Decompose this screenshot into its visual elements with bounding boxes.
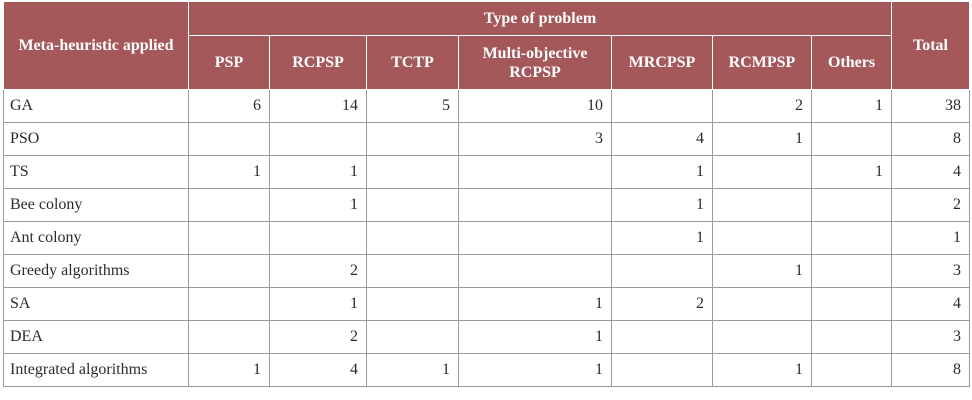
table-cell (612, 321, 713, 354)
table-cell: 1 (713, 354, 812, 387)
row-label: PSO (4, 123, 189, 156)
table-cell (812, 222, 892, 255)
table-cell: 1 (367, 354, 459, 387)
table-cell (713, 189, 812, 222)
table-cell: 1 (189, 156, 270, 189)
table-cell (270, 222, 367, 255)
table-cell (812, 288, 892, 321)
table-cell (367, 123, 459, 156)
row-label: Integrated algorithms (4, 354, 189, 387)
row-label: Ant colony (4, 222, 189, 255)
table-cell (189, 189, 270, 222)
table-container (3, 1, 970, 387)
table-cell (367, 321, 459, 354)
row-label: TS (4, 156, 189, 189)
table-body (4, 90, 970, 387)
table-cell (713, 156, 812, 189)
column-header: Multi-objective RCPSP (459, 36, 612, 90)
column-header: RCPSP (270, 36, 367, 90)
table-row (4, 288, 970, 321)
table-cell: 1 (189, 354, 270, 387)
table-row (4, 222, 970, 255)
row-label: SA (4, 288, 189, 321)
table-cell (367, 288, 459, 321)
table-cell: 10 (459, 90, 612, 123)
table-cell: 1 (459, 354, 612, 387)
row-total: 3 (892, 255, 970, 288)
table-cell: 1 (612, 156, 713, 189)
table-cell: 4 (612, 123, 713, 156)
table-cell (189, 222, 270, 255)
row-total: 8 (892, 354, 970, 387)
table-row (4, 255, 970, 288)
table-row (4, 321, 970, 354)
row-label: Greedy algorithms (4, 255, 189, 288)
table-cell: 2 (713, 90, 812, 123)
table-cell (812, 255, 892, 288)
row-label: Bee colony (4, 189, 189, 222)
table-cell (367, 255, 459, 288)
table-row (4, 156, 970, 189)
table-cell: 5 (367, 90, 459, 123)
table-cell (459, 156, 612, 189)
row-total: 3 (892, 321, 970, 354)
row-total: 2 (892, 189, 970, 222)
table-cell (612, 255, 713, 288)
table-cell (367, 189, 459, 222)
table-cell: 1 (270, 189, 367, 222)
table-cell (459, 255, 612, 288)
table-cell: 1 (459, 288, 612, 321)
table-cell: 1 (270, 288, 367, 321)
meta-heuristic-table (3, 1, 970, 387)
table-row (4, 354, 970, 387)
row-total: 38 (892, 90, 970, 123)
table-cell: 1 (612, 189, 713, 222)
group-header-cell: Type of problem (189, 2, 892, 36)
column-header: MRCPSP (612, 36, 713, 90)
table-cell (459, 189, 612, 222)
row-label: DEA (4, 321, 189, 354)
table-cell (270, 123, 367, 156)
table-cell (812, 189, 892, 222)
table-cell: 1 (459, 321, 612, 354)
table-cell: 2 (612, 288, 713, 321)
table-cell (367, 222, 459, 255)
column-header: TCTP (367, 36, 459, 90)
table-cell (713, 321, 812, 354)
table-cell (189, 288, 270, 321)
table-cell: 4 (270, 354, 367, 387)
table-cell (812, 354, 892, 387)
row-total: 8 (892, 123, 970, 156)
table-cell (612, 354, 713, 387)
table-cell (459, 222, 612, 255)
table-row (4, 123, 970, 156)
table-cell: 1 (270, 156, 367, 189)
table-cell: 1 (812, 90, 892, 123)
row-total: 4 (892, 288, 970, 321)
table-cell: 1 (713, 255, 812, 288)
table-cell: 14 (270, 90, 367, 123)
table-cell (812, 321, 892, 354)
table-cell: 2 (270, 255, 367, 288)
table-cell (367, 156, 459, 189)
table-cell (189, 123, 270, 156)
total-header-cell: Total (892, 2, 970, 90)
table-cell (713, 288, 812, 321)
table-cell: 6 (189, 90, 270, 123)
table-cell: 3 (459, 123, 612, 156)
table-cell (713, 222, 812, 255)
table-row (4, 90, 970, 123)
table-row (4, 189, 970, 222)
row-total: 1 (892, 222, 970, 255)
table-cell: 2 (270, 321, 367, 354)
table-cell: 1 (612, 222, 713, 255)
table-cell: 1 (812, 156, 892, 189)
table-cell (189, 321, 270, 354)
table-cell: 1 (713, 123, 812, 156)
row-total: 4 (892, 156, 970, 189)
row-header-cell: Meta-heuristic applied (4, 2, 189, 90)
column-header: RCMPSP (713, 36, 812, 90)
table-cell (612, 90, 713, 123)
row-label: GA (4, 90, 189, 123)
column-header: Others (812, 36, 892, 90)
table-cell (189, 255, 270, 288)
table-cell (812, 123, 892, 156)
column-header: PSP (189, 36, 270, 90)
